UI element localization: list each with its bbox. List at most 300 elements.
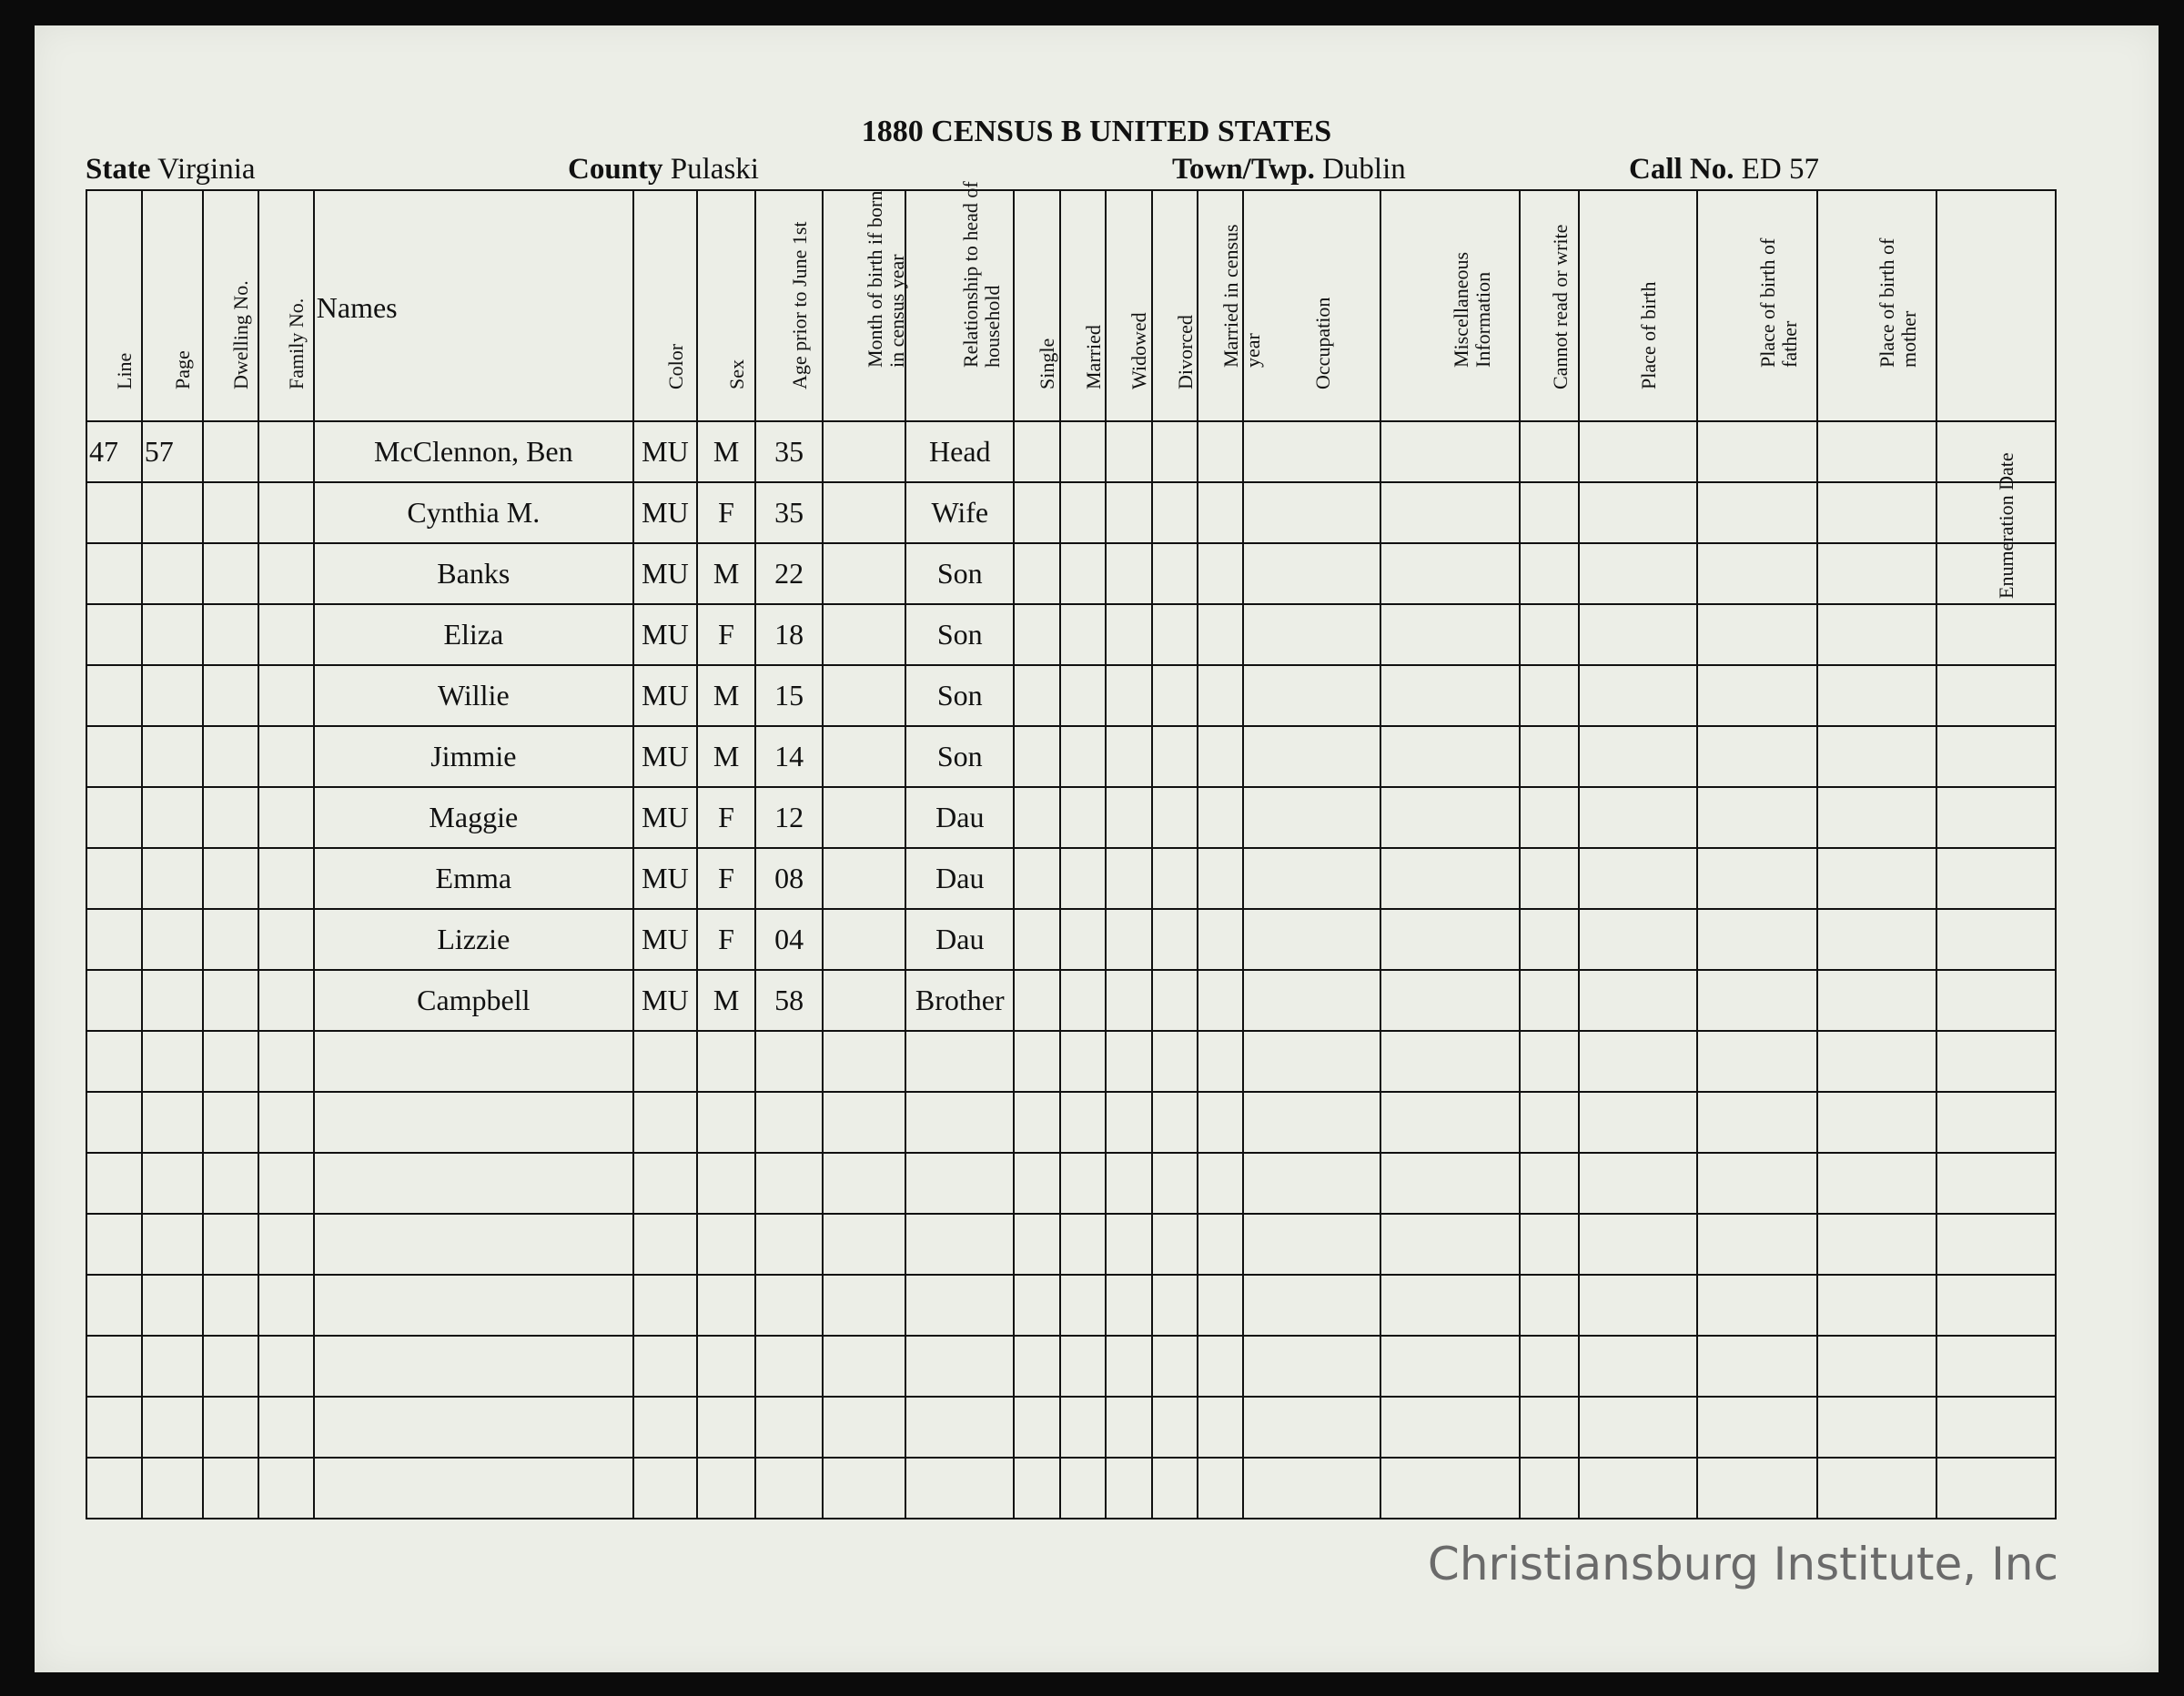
- table-cell: [1579, 543, 1697, 604]
- table-cell: [1106, 1153, 1151, 1214]
- table-cell: [823, 665, 905, 726]
- table-cell: [1014, 421, 1059, 482]
- table-cell: [314, 1458, 633, 1519]
- col-sex: Sex: [697, 190, 755, 421]
- table-cell: [1520, 970, 1579, 1031]
- table-cell: [203, 1153, 258, 1214]
- table-cell: [258, 543, 314, 604]
- table-cell: [1520, 1336, 1579, 1397]
- table-cell: [142, 1336, 203, 1397]
- table-cell: [1579, 1397, 1697, 1458]
- col-line: Line: [86, 190, 142, 421]
- table-cell: Cynthia M.: [314, 482, 633, 543]
- table-cell: [142, 970, 203, 1031]
- table-cell: [142, 787, 203, 848]
- table-cell: [1380, 543, 1520, 604]
- table-cell: [258, 604, 314, 665]
- table-cell: [203, 1336, 258, 1397]
- table-cell: [1697, 1458, 1816, 1519]
- table-cell: [1520, 1214, 1579, 1275]
- table-cell: [1198, 604, 1243, 665]
- table-cell: [823, 726, 905, 787]
- table-cell: MU: [633, 909, 697, 970]
- table-cell: [142, 726, 203, 787]
- table-cell: [1697, 421, 1816, 482]
- table-cell: [86, 1031, 142, 1092]
- col-place-father: Place of birth of father: [1697, 190, 1816, 421]
- table-cell: F: [697, 787, 755, 848]
- table-cell: [1697, 482, 1816, 543]
- table-cell: [142, 665, 203, 726]
- table-cell: [1579, 604, 1697, 665]
- table-cell: [633, 1275, 697, 1336]
- table-cell: [258, 1092, 314, 1153]
- table-cell: [1579, 421, 1697, 482]
- table-cell: [1198, 848, 1243, 909]
- table-cell: [1152, 787, 1198, 848]
- table-cell: [203, 604, 258, 665]
- table-cell: [633, 1214, 697, 1275]
- table-row: [86, 1458, 2056, 1519]
- table-cell: [633, 1153, 697, 1214]
- table-cell: [1243, 543, 1380, 604]
- table-cell: [1520, 1275, 1579, 1336]
- table-cell: [1152, 726, 1198, 787]
- table-cell: [697, 1336, 755, 1397]
- table-cell: [1014, 909, 1059, 970]
- table-cell: Dau: [905, 848, 1014, 909]
- table-cell: MU: [633, 604, 697, 665]
- table-cell: [142, 1458, 203, 1519]
- table-cell: [1243, 909, 1380, 970]
- table-cell: Brother: [905, 970, 1014, 1031]
- table-row: [86, 1336, 2056, 1397]
- table-cell: [1697, 848, 1816, 909]
- table-cell: 08: [755, 848, 823, 909]
- table-cell: [1936, 970, 2056, 1031]
- table-cell: [1152, 1214, 1198, 1275]
- table-cell: [86, 1275, 142, 1336]
- table-cell: [823, 421, 905, 482]
- table-cell: [1060, 543, 1106, 604]
- table-cell: [203, 1458, 258, 1519]
- table-cell: [1014, 1397, 1059, 1458]
- table-cell: [1520, 787, 1579, 848]
- table-cell: [1579, 970, 1697, 1031]
- table-cell: [1198, 1153, 1243, 1214]
- table-cell: [1106, 604, 1151, 665]
- table-cell: [1060, 909, 1106, 970]
- table-cell: [314, 1275, 633, 1336]
- form-title: 1880 CENSUS B UNITED STATES: [861, 115, 1332, 148]
- table-row: [86, 1031, 2056, 1092]
- table-row: [86, 1397, 2056, 1458]
- table-cell: Jimmie: [314, 726, 633, 787]
- table-cell: [1817, 1336, 1936, 1397]
- table-cell: [755, 1214, 823, 1275]
- table-cell: [142, 482, 203, 543]
- table-cell: Son: [905, 543, 1014, 604]
- table-cell: [203, 787, 258, 848]
- table-cell: [823, 909, 905, 970]
- table-cell: [1817, 543, 1936, 604]
- table-cell: [314, 1031, 633, 1092]
- table-cell: [1152, 543, 1198, 604]
- col-age: Age prior to June 1st: [755, 190, 823, 421]
- table-cell: [86, 787, 142, 848]
- table-cell: [1198, 970, 1243, 1031]
- table-cell: [1106, 1397, 1151, 1458]
- table-cell: [1936, 665, 2056, 726]
- col-single: Single: [1014, 190, 1059, 421]
- table-cell: [1579, 1458, 1697, 1519]
- table-cell: [697, 1214, 755, 1275]
- table-cell: [633, 1092, 697, 1153]
- table-cell: [633, 1458, 697, 1519]
- town-label: Town/Twp.: [1172, 153, 1315, 186]
- table-cell: [1579, 1153, 1697, 1214]
- table-cell: [1817, 421, 1936, 482]
- table-cell: [203, 848, 258, 909]
- table-cell: [258, 665, 314, 726]
- table-cell: [1243, 482, 1380, 543]
- table-cell: Dau: [905, 787, 1014, 848]
- table-cell: [1579, 1214, 1697, 1275]
- col-enumeration: Enumeration Date: [1936, 190, 2056, 421]
- table-cell: [1697, 604, 1816, 665]
- table-cell: [1579, 1092, 1697, 1153]
- table-cell: Son: [905, 665, 1014, 726]
- table-cell: [258, 1336, 314, 1397]
- table-cell: [905, 1275, 1014, 1336]
- table-cell: 15: [755, 665, 823, 726]
- table-cell: [86, 482, 142, 543]
- table-cell: M: [697, 543, 755, 604]
- table-cell: [1936, 604, 2056, 665]
- table-cell: [1014, 1092, 1059, 1153]
- table-cell: [1060, 1031, 1106, 1092]
- table-cell: [1380, 1031, 1520, 1092]
- table-cell: [1817, 1031, 1936, 1092]
- table-cell: [1380, 787, 1520, 848]
- table-cell: [1014, 1458, 1059, 1519]
- table-cell: 14: [755, 726, 823, 787]
- table-cell: [1198, 482, 1243, 543]
- table-cell: [1520, 909, 1579, 970]
- table-cell: [1014, 1214, 1059, 1275]
- table-cell: [203, 1092, 258, 1153]
- table-cell: [1817, 604, 1936, 665]
- table-cell: [1520, 1031, 1579, 1092]
- table-cell: [823, 1153, 905, 1214]
- table-cell: [823, 787, 905, 848]
- table-cell: [1060, 848, 1106, 909]
- table-cell: [258, 1397, 314, 1458]
- table-cell: [258, 1458, 314, 1519]
- table-cell: [1014, 482, 1059, 543]
- table-cell: M: [697, 726, 755, 787]
- table-cell: M: [697, 970, 755, 1031]
- table-cell: [1380, 665, 1520, 726]
- table-cell: [1817, 482, 1936, 543]
- table-cell: Head: [905, 421, 1014, 482]
- table-cell: [1198, 1397, 1243, 1458]
- table-cell: [823, 1214, 905, 1275]
- table-cell: [1014, 1031, 1059, 1092]
- table-cell: [314, 1092, 633, 1153]
- table-cell: [1014, 787, 1059, 848]
- table-cell: [1936, 1275, 2056, 1336]
- table-cell: [1198, 726, 1243, 787]
- table-cell: [1106, 726, 1151, 787]
- table-cell: [1697, 1153, 1816, 1214]
- table-row: [86, 1214, 2056, 1275]
- table-cell: [1106, 1031, 1151, 1092]
- table-cell: [697, 1397, 755, 1458]
- col-place-mother: Place of birth of mother: [1817, 190, 1936, 421]
- table-cell: [1380, 604, 1520, 665]
- table-cell: [1579, 726, 1697, 787]
- table-cell: [1380, 1458, 1520, 1519]
- table-cell: [823, 1458, 905, 1519]
- table-cell: [142, 1092, 203, 1153]
- table-cell: [203, 1214, 258, 1275]
- table-cell: [823, 604, 905, 665]
- col-color: Color: [633, 190, 697, 421]
- table-cell: [905, 1336, 1014, 1397]
- table-cell: [633, 1336, 697, 1397]
- state-field: [86, 153, 256, 187]
- table-cell: [1152, 1031, 1198, 1092]
- table-cell: Willie: [314, 665, 633, 726]
- column-header-row: [86, 190, 2056, 421]
- table-cell: [1243, 1031, 1380, 1092]
- table-cell: [1520, 1458, 1579, 1519]
- table-cell: [1243, 970, 1380, 1031]
- table-row: [86, 848, 2056, 909]
- table-cell: [1380, 848, 1520, 909]
- table-cell: [1152, 482, 1198, 543]
- table-cell: [1106, 543, 1151, 604]
- table-cell: [1817, 970, 1936, 1031]
- table-cell: [755, 1397, 823, 1458]
- table-cell: MU: [633, 848, 697, 909]
- table-cell: [823, 1336, 905, 1397]
- table-cell: [823, 1275, 905, 1336]
- table-cell: [755, 1092, 823, 1153]
- table-cell: [1520, 726, 1579, 787]
- table-cell: [1152, 1275, 1198, 1336]
- table-cell: [1106, 665, 1151, 726]
- table-cell: [1936, 1214, 2056, 1275]
- table-cell: [1697, 1275, 1816, 1336]
- table-cell: F: [697, 848, 755, 909]
- table-cell: [86, 1336, 142, 1397]
- table-cell: [1579, 909, 1697, 970]
- table-cell: [1243, 665, 1380, 726]
- table-cell: [1520, 1397, 1579, 1458]
- table-cell: [1697, 1031, 1816, 1092]
- census-table: [86, 181, 2057, 1519]
- table-cell: [1697, 726, 1816, 787]
- table-cell: [86, 1214, 142, 1275]
- county-value: Pulaski: [670, 153, 759, 186]
- table-cell: [142, 1214, 203, 1275]
- table-row: [86, 604, 2056, 665]
- col-place-birth: Place of birth: [1579, 190, 1697, 421]
- table-cell: [1243, 1336, 1380, 1397]
- census-body: [86, 421, 2056, 1519]
- census-sheet: [35, 25, 2159, 1672]
- table-cell: [1936, 1153, 2056, 1214]
- table-cell: [755, 1153, 823, 1214]
- table-cell: [1817, 1458, 1936, 1519]
- table-cell: [1936, 1336, 2056, 1397]
- table-cell: [1152, 665, 1198, 726]
- table-row: [86, 482, 2056, 543]
- table-cell: [203, 970, 258, 1031]
- table-cell: [1817, 1153, 1936, 1214]
- table-cell: [258, 848, 314, 909]
- table-cell: [258, 909, 314, 970]
- table-row: [86, 726, 2056, 787]
- table-cell: [1198, 1214, 1243, 1275]
- table-cell: [1817, 848, 1936, 909]
- table-cell: [258, 1031, 314, 1092]
- table-cell: [1060, 1092, 1106, 1153]
- table-cell: [142, 1275, 203, 1336]
- table-cell: [314, 1397, 633, 1458]
- table-cell: [1579, 482, 1697, 543]
- table-cell: [1697, 1214, 1816, 1275]
- table-cell: [1243, 1275, 1380, 1336]
- table-cell: [1014, 543, 1059, 604]
- table-cell: [1243, 848, 1380, 909]
- table-cell: MU: [633, 482, 697, 543]
- table-cell: [823, 970, 905, 1031]
- table-cell: [1380, 726, 1520, 787]
- table-cell: [1697, 909, 1816, 970]
- table-cell: [1198, 1092, 1243, 1153]
- table-cell: [1060, 787, 1106, 848]
- table-cell: [1936, 848, 2056, 909]
- col-names: Names: [314, 190, 633, 421]
- table-cell: [1579, 1031, 1697, 1092]
- table-cell: [1106, 1092, 1151, 1153]
- table-cell: [142, 1153, 203, 1214]
- county-label: County: [568, 153, 663, 186]
- table-cell: [142, 909, 203, 970]
- table-cell: [203, 665, 258, 726]
- table-cell: [1014, 1275, 1059, 1336]
- col-relationship: Relationship to head of household: [905, 190, 1014, 421]
- table-cell: [203, 1275, 258, 1336]
- table-cell: [1198, 1336, 1243, 1397]
- table-cell: [905, 1397, 1014, 1458]
- table-cell: [1014, 665, 1059, 726]
- table-cell: [1106, 1336, 1151, 1397]
- table-cell: [314, 1153, 633, 1214]
- table-cell: [258, 970, 314, 1031]
- table-cell: 18: [755, 604, 823, 665]
- table-cell: [755, 1336, 823, 1397]
- table-cell: [258, 1153, 314, 1214]
- table-cell: [314, 1336, 633, 1397]
- table-cell: [1697, 543, 1816, 604]
- table-cell: McClennon, Ben: [314, 421, 633, 482]
- table-cell: 04: [755, 909, 823, 970]
- town-field: [1172, 153, 1406, 187]
- col-married: Married: [1060, 190, 1106, 421]
- col-page: Page: [142, 190, 203, 421]
- table-cell: [1243, 1397, 1380, 1458]
- table-cell: [1380, 1275, 1520, 1336]
- call-number-field: [1629, 153, 1819, 187]
- table-cell: [258, 726, 314, 787]
- table-cell: [1243, 726, 1380, 787]
- table-cell: [258, 482, 314, 543]
- table-cell: [1817, 665, 1936, 726]
- table-cell: [697, 1458, 755, 1519]
- table-row: [86, 909, 2056, 970]
- table-cell: [203, 1397, 258, 1458]
- table-cell: [1106, 1214, 1151, 1275]
- table-cell: [1198, 787, 1243, 848]
- table-cell: [1697, 787, 1816, 848]
- table-row: [86, 1092, 2056, 1153]
- table-cell: [142, 1397, 203, 1458]
- col-married-year: Married in census year: [1198, 190, 1243, 421]
- table-cell: [1106, 787, 1151, 848]
- table-cell: F: [697, 909, 755, 970]
- table-cell: [1936, 787, 2056, 848]
- table-cell: MU: [633, 665, 697, 726]
- table-cell: [633, 1397, 697, 1458]
- col-divorced: Divorced: [1152, 190, 1198, 421]
- table-cell: [1817, 1092, 1936, 1153]
- table-cell: [1060, 1458, 1106, 1519]
- table-row: [86, 970, 2056, 1031]
- table-cell: [697, 1031, 755, 1092]
- table-cell: 12: [755, 787, 823, 848]
- table-cell: [697, 1275, 755, 1336]
- table-cell: M: [697, 421, 755, 482]
- table-cell: [1936, 726, 2056, 787]
- table-cell: Wife: [905, 482, 1014, 543]
- table-cell: [142, 1031, 203, 1092]
- table-cell: [86, 909, 142, 970]
- col-family: Family No.: [258, 190, 314, 421]
- table-cell: [755, 1031, 823, 1092]
- table-cell: [1152, 1458, 1198, 1519]
- table-cell: [86, 970, 142, 1031]
- table-cell: [1697, 1092, 1816, 1153]
- table-cell: [1014, 848, 1059, 909]
- table-cell: [1520, 848, 1579, 909]
- table-cell: [1152, 604, 1198, 665]
- table-cell: [1579, 787, 1697, 848]
- table-cell: [258, 1275, 314, 1336]
- table-row: [86, 1153, 2056, 1214]
- table-cell: F: [697, 604, 755, 665]
- table-row: [86, 543, 2056, 604]
- table-cell: [1520, 1092, 1579, 1153]
- table-cell: [1380, 1092, 1520, 1153]
- table-cell: [697, 1153, 755, 1214]
- table-cell: [1380, 1153, 1520, 1214]
- table-row: [86, 787, 2056, 848]
- table-cell: [1198, 421, 1243, 482]
